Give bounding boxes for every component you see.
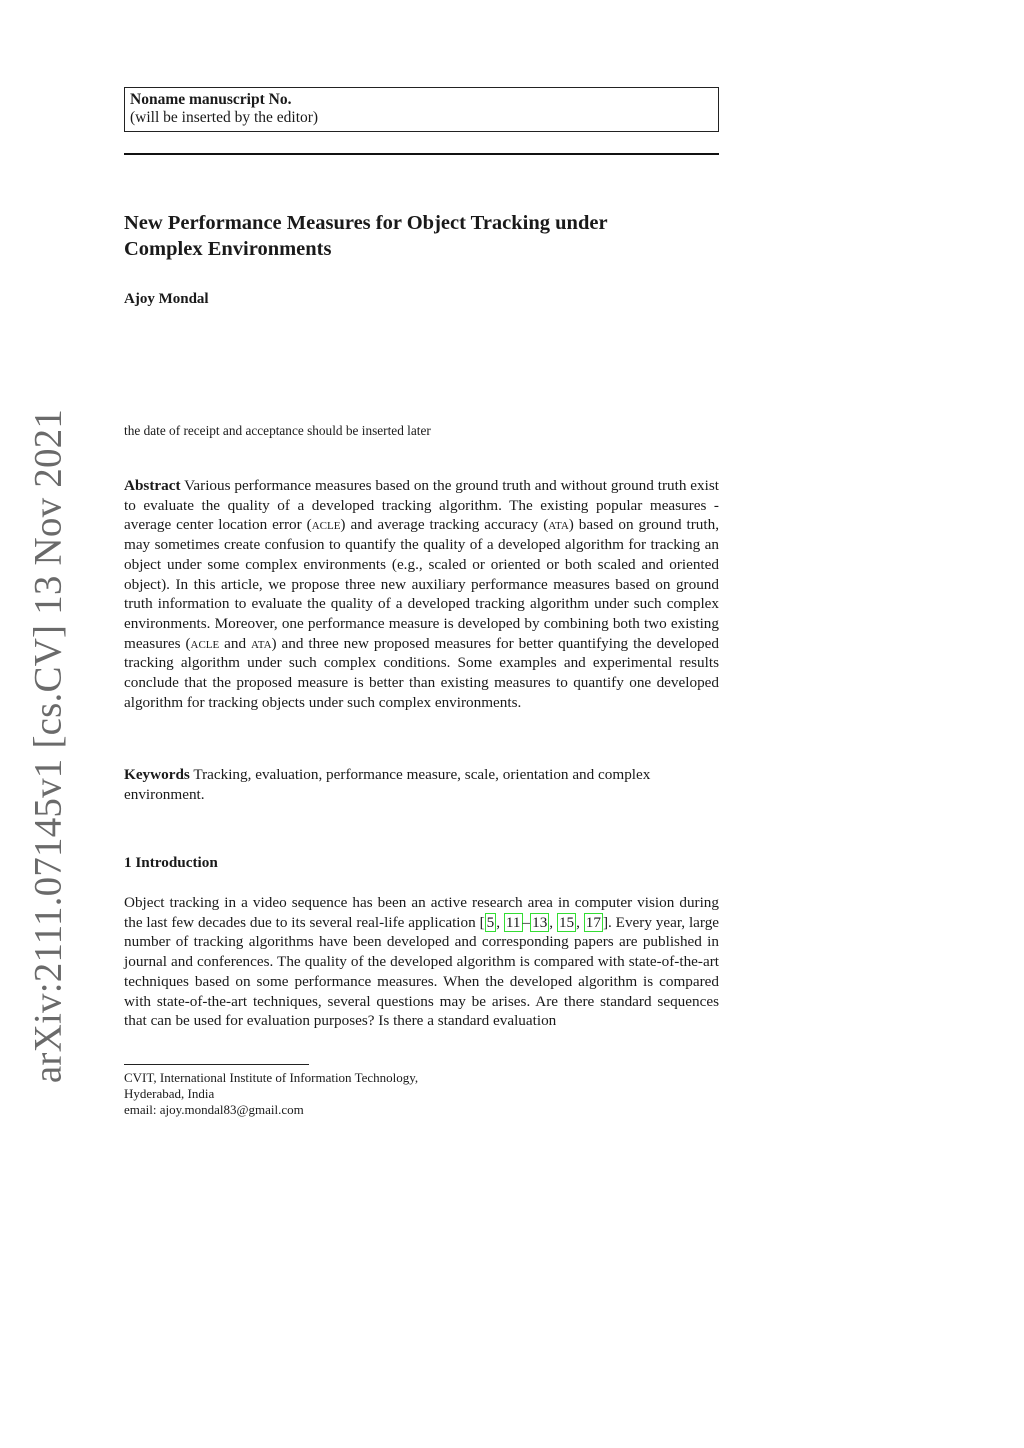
abstract-label: Abstract (124, 477, 181, 494)
intro-text-2: . Every year, large number of tracking algorithms have been developed and corresponding papers are published in journal and conferences. The quality of the developed algorithm is compared with state-of-the-art techniques based on some performance measures. When the developed algorithm is compared with state-of-the-art techniques, several questions may be arises. Are there standard sequences that can be used for evaluation purposes? Is there a standard evaluation (124, 913, 720, 1030)
editor-note: (will be inserted by the editor) (130, 109, 319, 126)
footnote-email: email: ajoy.mondal83@gmail.com (124, 1102, 304, 1117)
abstract-text-4: and (219, 634, 252, 652)
title-line-2: Complex Environments (124, 238, 332, 260)
introduction-paragraph: Object tracking in a video sequence has been an active research area in computer vision during the last few decades due to its several real-life application [ 5 , 11 – 13 , 15 , 17 ]. Every year, large number of tracking algorithms have been developed and corresponding papers are published in journal and conferences. The quality of the developed algorithm is compared with state-of-the-art techniques based on some performance measures. When the developed algorithm is compared with state-of-the-art techniques, several questions may be arises. Are there standard sequences that can be used for evaluation purposes? Is there a standard evaluation (124, 894, 720, 1030)
footnote-rule (124, 1064, 309, 1065)
abstract (124, 476, 719, 712)
acronym-ata: ata (548, 516, 569, 534)
citation-link[interactable]: 15 (558, 913, 575, 931)
paper-title (124, 210, 719, 262)
header-rule (124, 153, 719, 155)
arxiv-identifier: arXiv:2111.07145v1 [cs.CV] 13 Nov 2021 (26, 408, 70, 1084)
cite-separator: , (549, 913, 557, 931)
abstract-text-2: ) and average tracking accuracy ( (340, 516, 549, 534)
acronym-ata-2: ata (251, 634, 272, 652)
cite-separator: , (576, 913, 584, 931)
cite-range-dash: – (522, 913, 531, 931)
abstract-text-1: Various performance measures based on the ground truth and without ground truth exist to evaluate the quality of a developed tracking algorithm. The existing popular measures - average center location error ( (124, 477, 719, 534)
title-line-1: New Performance Measures for Object Tracking under (124, 212, 608, 234)
citation-link[interactable]: 17 (585, 913, 601, 931)
receipt-dates: the date of receipt and acceptance should be inserted later (124, 423, 431, 438)
citation-link[interactable]: 13 (532, 913, 548, 931)
keywords (124, 765, 719, 804)
citation-link[interactable]: 5 (486, 913, 495, 931)
intro-text-1: Object tracking in a video sequence has been an active research area in computer vision during the last few decades due to its several real-life application (124, 894, 719, 931)
acronym-acle-2: acle (190, 634, 220, 652)
affiliation-footnote (124, 1070, 418, 1118)
abstract-text-3: ) based on ground truth, may sometimes create confusion to quantify the quality of a developed algorithm for tracking an object under some complex environments (e.g., scaled or oriented or both scaled and oriented object). In this article, we propose three new auxiliary performance measures based on ground truth information to evaluate the quality of a developed tracking algorithm under such complex environments. Moreover, one performance measure is developed by combining both two existing measures ( (124, 516, 719, 652)
keywords-label: Keywords (124, 766, 190, 783)
section-heading-introduction: 1 Introduction (124, 854, 218, 871)
cite-separator: , (496, 913, 504, 931)
acronym-acle: acle (311, 516, 341, 534)
footnote-location: Hyderabad, India (124, 1086, 215, 1101)
manuscript-number: Noname manuscript No. (130, 91, 292, 108)
author-name: Ajoy Mondal (124, 291, 209, 307)
manuscript-header-box (124, 87, 719, 132)
citation-link[interactable]: 11 (505, 913, 521, 931)
keywords-text: Tracking, evaluation, performance measure, scale, orientation and complex environment. (124, 766, 651, 803)
footnote-institute: CVIT, International Institute of Information Technology, (124, 1070, 419, 1085)
abstract-text-5: ) and three new proposed measures for better quantifying the developed tracking algorithm under such complex conditions. Some examples and experimental results conclude that the proposed measure is better than existing measures to quantify one developed algorithm for tracking objects under such complex environments. (124, 634, 719, 711)
